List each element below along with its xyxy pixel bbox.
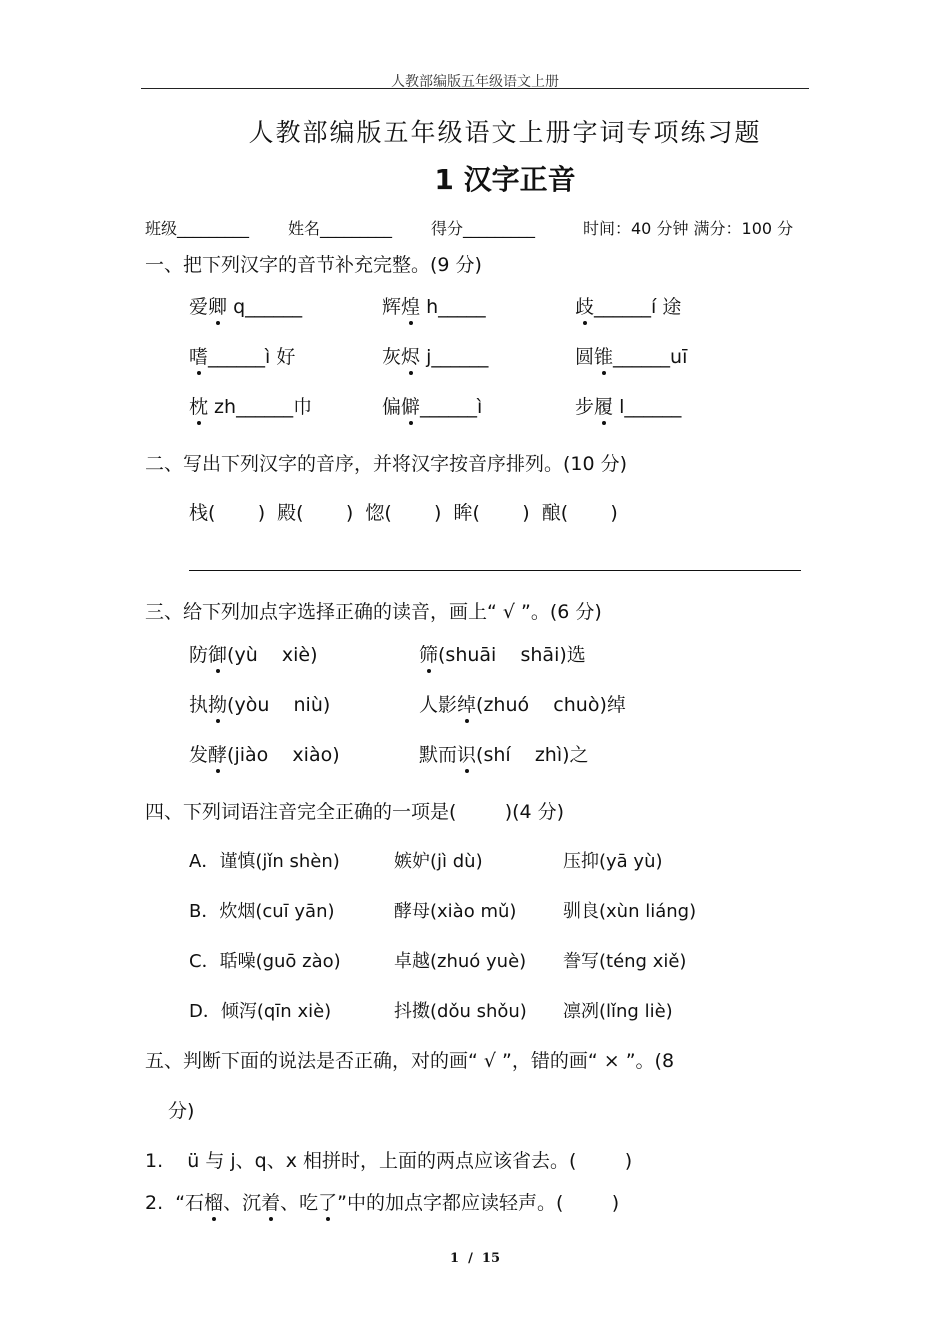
s2-chars: 栈( ) 殿( ) 惚( ) 眸( ) 酿( ) xyxy=(189,502,618,524)
s1-item-4: 嗜______ì 好 xyxy=(189,342,295,369)
s4-option-a: A．谨慎(jǐn shèn) xyxy=(189,851,340,872)
dotted-char: 拗 xyxy=(208,690,227,717)
dotted-char: 锥 xyxy=(594,342,613,369)
dotted-char: 着 xyxy=(261,1188,280,1215)
document-title: 人教部编版五年级语文上册字词专项练习题 xyxy=(248,118,762,147)
header-rule xyxy=(141,88,809,89)
s3-item-6: 默而识(shí zhì)之 xyxy=(419,740,589,767)
s5-question-1: 1. ü 与 j、q、x 相拼时，上面的两点应该省去。( ) xyxy=(145,1150,633,1172)
s3-item-3: 执拗(yòu niù) xyxy=(189,690,330,717)
answer-line xyxy=(189,570,801,571)
dotted-char: 绰 xyxy=(457,690,476,717)
section-1-heading: 一、把下列汉字的音节补充完整。(9 分) xyxy=(145,254,482,276)
section-2-heading: 二、写出下列汉字的音序，并将汉字按音序排列。(10 分) xyxy=(145,453,628,475)
dotted-char: 了 xyxy=(318,1188,337,1215)
s5-question-2: 2. “石榴、沉着、吃了”中的加点字都应读轻声。( ) xyxy=(145,1188,619,1215)
s1-item-7: 枕 zh______巾 xyxy=(189,392,312,419)
section-5-heading-cont: 分) xyxy=(168,1100,195,1122)
dotted-char: 履 xyxy=(594,392,613,419)
s1-item-8: 偏僻______ì xyxy=(382,392,482,419)
s4-option-b-word3: 驯良(xùn liáng) xyxy=(563,901,697,922)
dotted-char: 筛 xyxy=(419,640,438,667)
dotted-char: 识 xyxy=(457,740,476,767)
section-subtitle: 1 汉字正音 xyxy=(434,163,576,196)
s3-item-1: 防御(yù xiè) xyxy=(189,640,318,667)
s4-option-a-word2: 嫉妒(jì dù) xyxy=(394,851,483,872)
s4-option-c: C．聒噪(guō zào) xyxy=(189,951,341,972)
dotted-char: 酵 xyxy=(208,740,227,767)
s3-item-2: 筛(shuāi shāi)选 xyxy=(419,640,586,667)
dotted-char: 枕 xyxy=(189,392,208,419)
dotted-char: 煌 xyxy=(401,292,420,319)
running-header: 人教部编版五年级语文上册 xyxy=(391,74,559,90)
class-field: 班级_________ xyxy=(145,219,250,238)
s4-option-c-word3: 誊写(téng xiě) xyxy=(563,951,687,972)
s4-option-d-word2: 抖擞(dǒu shǒu) xyxy=(394,1001,527,1022)
score-field: 得分_________ xyxy=(431,219,536,238)
section-4-heading: 四、下列词语注音完全正确的一项是( )(4 分) xyxy=(145,801,565,823)
dotted-char: 嗜 xyxy=(189,342,208,369)
s4-option-c-word2: 卓越(zhuó yuè) xyxy=(394,951,527,972)
dotted-char: 榴 xyxy=(204,1188,223,1215)
s3-item-4: 人影绰(zhuó chuò)绰 xyxy=(419,690,626,717)
s1-item-3: 歧______í 途 xyxy=(575,292,681,319)
section-5-heading: 五、判断下面的说法是否正确，对的画“ √ ”，错的画“ × ”。(8 xyxy=(145,1050,675,1072)
s1-item-1: 爱卿 q______ xyxy=(189,292,302,319)
dotted-char: 僻 xyxy=(401,392,420,419)
dotted-char: 烬 xyxy=(401,342,420,369)
s3-item-5: 发酵(jiào xiào) xyxy=(189,740,340,767)
section-3-heading: 三、给下列加点字选择正确的读音，画上“ √ ”。(6 分) xyxy=(145,601,602,623)
s1-item-5: 灰烬 j______ xyxy=(382,342,488,369)
time-full-info: 时间：40 分钟 满分：100 分 xyxy=(583,219,794,238)
s4-option-b-word2: 酵母(xiào mǔ) xyxy=(394,901,517,922)
s4-option-a-word3: 压抑(yā yù) xyxy=(563,851,663,872)
dotted-char: 御 xyxy=(208,640,227,667)
s4-option-d: D．倾泻(qīn xiè) xyxy=(189,1001,332,1022)
dotted-char: 歧 xyxy=(575,292,594,319)
s1-item-6: 圆锥______uī xyxy=(575,342,687,369)
s1-item-2: 辉煌 h_____ xyxy=(382,292,486,319)
s4-option-b: B．炊烟(cuī yān) xyxy=(189,901,335,922)
s4-option-d-word3: 凛冽(lǐng liè) xyxy=(563,1001,673,1022)
s1-item-9: 步履 l______ xyxy=(575,392,681,419)
page-number: 1 / 15 xyxy=(450,1251,500,1266)
name-field: 姓名_________ xyxy=(288,219,393,238)
dotted-char: 卿 xyxy=(208,292,227,319)
